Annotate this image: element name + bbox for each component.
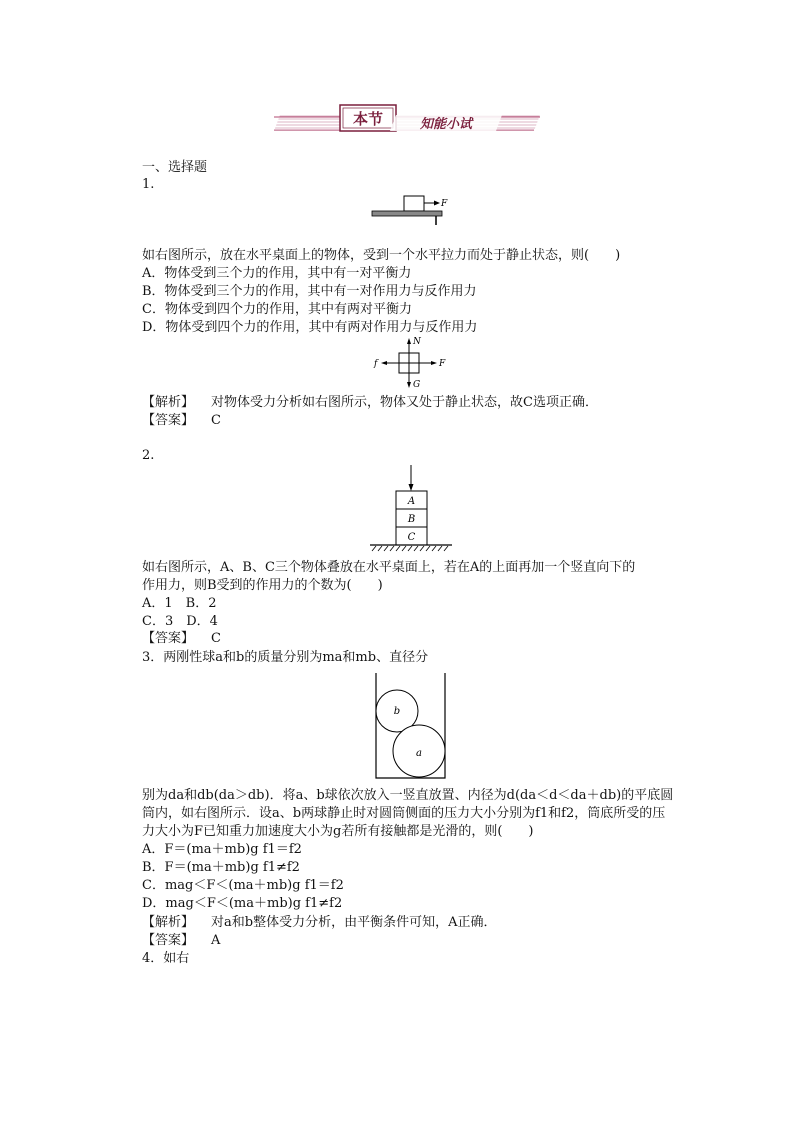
- q3-option-b: B．F＝(ma＋mb)g f1≠f2: [142, 860, 300, 875]
- q1-analysis-text: 对物体受力分析如右图所示，物体又处于静止状态，故C选项正确．: [211, 395, 598, 410]
- q1-option-c: C．物体受到四个力的作用，其中有两对平衡力: [142, 302, 412, 317]
- q2-answer: C: [211, 631, 221, 646]
- section-title: 一、选择题: [142, 160, 208, 175]
- q1-option-d: D．物体受到四个力的作用，其中有两对作用力与反作用力: [142, 320, 478, 335]
- q2-options-line1: A．1 B．2: [142, 596, 217, 611]
- q1-option-b: B．物体受到三个力的作用，其中有一对作用力与反作用力: [142, 284, 477, 299]
- q1-number: 1.: [142, 177, 155, 192]
- q4-stem: 4．如右: [142, 951, 190, 966]
- q3-ball-a: a: [416, 748, 422, 759]
- q2-stem-line1: 如右图所示，A、B、C三个物体叠放在水平桌面上，若在A的上面再加一个竖直向下的: [142, 560, 636, 575]
- q3-analysis-label: 【解析】: [142, 915, 195, 930]
- q3-answer: A: [211, 933, 221, 948]
- q3-cylinder-figure: [374, 671, 448, 781]
- q3-stem-line1: 3．两刚性球a和b的质量分别为ma和mb、直径分: [142, 650, 429, 665]
- q1-stem: 如右图所示，放在水平桌面上的物体，受到一个水平拉力而处于静止状态，则( ): [142, 248, 621, 263]
- q1-free-body-diagram: [372, 336, 448, 390]
- q2-options-line2: C．3 D．4: [142, 614, 218, 629]
- fbd-label-F: F: [439, 359, 446, 369]
- q3-stem-line2: 别为da和db(da＞db)．将a、b球依次放入一竖直放置、内径为d(da＜d＜da＋db)的平底圆: [142, 788, 674, 803]
- q3-option-c: C．mag＜F＜(ma＋mb)g f1＝f2: [142, 878, 344, 893]
- q3-answer-label: 【答案】: [142, 933, 195, 948]
- q2-block-a: A: [407, 496, 416, 507]
- q3-stem-line4: 力大小为F已知重力加速度大小为g若所有接触都是光滑的，则( ): [142, 824, 534, 839]
- fbd-label-n: N: [413, 337, 421, 347]
- q3-stem-line3: 筒内，如右图所示．设a、b两球静止时对圆筒侧面的压力大小分别为f1和f2，筒底所受的压: [142, 806, 666, 821]
- q3-ball-b: b: [393, 706, 401, 717]
- fbd-label-g: G: [413, 380, 421, 390]
- q1-answer-label: 【答案】: [142, 413, 195, 428]
- q1-analysis-label: 【解析】: [142, 395, 195, 410]
- q2-block-b: B: [407, 514, 416, 525]
- q2-number: 2.: [142, 448, 155, 463]
- q1-table-figure: [370, 194, 450, 226]
- q3-option-d: D．mag＜F＜(ma＋mb)g f1≠f2: [142, 896, 343, 911]
- fbd-label-f: f: [374, 359, 378, 369]
- q1-option-a: A．物体受到三个力的作用，其中有一对平衡力: [142, 266, 412, 281]
- q3-analysis-text: 对a和b整体受力分析，由平衡条件可知，A正确．: [211, 915, 497, 930]
- q1-force-label: F: [441, 199, 448, 209]
- q2-block-c: C: [407, 532, 416, 543]
- banner-left-text: 本节: [352, 110, 384, 128]
- q2-stem-line2: 作用力，则B受到的作用力的个数为( ): [142, 578, 383, 593]
- q1-answer: C: [211, 413, 221, 428]
- q2-answer-label: 【答案】: [142, 631, 195, 646]
- q3-option-a: A．F＝(ma＋mb)g f1＝f2: [142, 842, 302, 857]
- banner-right-text: 知能小试: [419, 117, 473, 132]
- section-banner: [272, 103, 548, 137]
- q2-stack-figure: [366, 463, 456, 555]
